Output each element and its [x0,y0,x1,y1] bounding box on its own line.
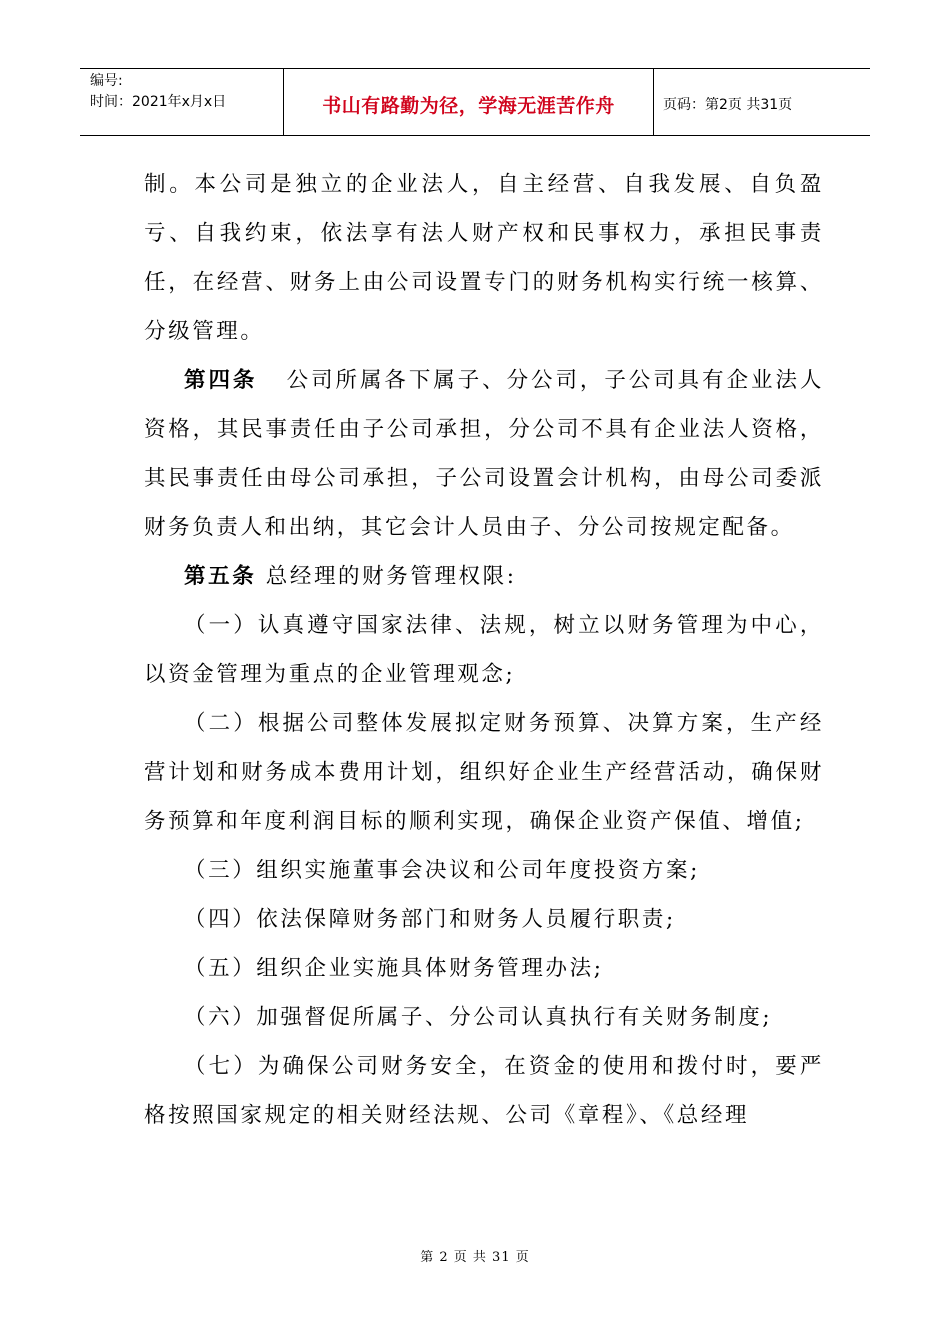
paragraph-text: （一）认真遵守国家法律、法规，树立以财务管理为中心，以资金管理为重点的企业管理观念; [144,613,824,687]
paragraph-text: （三）组织实施董事会决议和公司年度投资方案; [184,858,700,883]
paragraph-text: （二）根据公司整体发展拟定财务预算、决算方案，生产经营计划和财务成本费用计划，组织好企业生产经营活动，确保财务预算和年度利润目标的顺利实现，确保企业资产保值、增值; [144,711,824,834]
header-motto-cell [283,69,654,135]
article-5-paragraph [144,552,824,601]
paragraph [144,160,824,356]
header-meta-cell [80,69,283,135]
list-item-paragraph [144,895,824,944]
paragraph-text: 公司所属各下属子、分公司，子公司具有企业法人资格，其民事责任由子公司承担，分公司不具有企业法人资格，其民事责任由母公司承担，子公司设置会计机构，由母公司委派财务负责人和出纳，其它会计人员由子、分公司按规定配备。 [144,368,824,540]
article-4-paragraph [144,356,824,552]
list-item-paragraph [144,944,824,993]
document-number-label: 编号: [90,73,123,89]
paragraph-text: （四）依法保障财务部门和财务人员履行职责; [184,907,676,932]
list-item-paragraph [144,846,824,895]
document-body [144,160,824,1140]
paragraph-text: （五）组织企业实施具体财务管理办法; [184,956,604,981]
header-page-cell [654,71,870,137]
header-motto: 书山有路勤为径，学海无涯苦作舟 [322,94,615,117]
paragraph-text: 制。本公司是独立的企业法人，自主经营、自我发展、自负盈亏、自我约束，依法享有法人财产权和民事权力，承担民事责任，在经营、财务上由公司设置专门的财务机构实行统一核算、分级管理。 [144,172,824,344]
list-item-paragraph [144,1042,824,1140]
header-page-info: 页码：第2页 共31页 [663,97,793,113]
list-item-paragraph [144,993,824,1042]
document-header [80,68,870,136]
page-footer: 第 2 页 共 31 页 [420,1250,530,1265]
article-heading: 第五条 [184,564,257,589]
document-time-label: 时间：2021年x月x日 [90,94,227,110]
paragraph-text: （六）加强督促所属子、分公司认真执行有关财务制度; [184,1005,773,1030]
paragraph-text: （七）为确保公司财务安全，在资金的使用和拨付时，要严格按照国家规定的相关财经法规、公司《章程》、《总经理 [144,1054,824,1128]
list-item-paragraph [144,601,824,699]
paragraph-text: 总经理的财务管理权限: [256,564,517,589]
article-heading: 第四条 [184,368,258,393]
list-item-paragraph [144,699,824,846]
